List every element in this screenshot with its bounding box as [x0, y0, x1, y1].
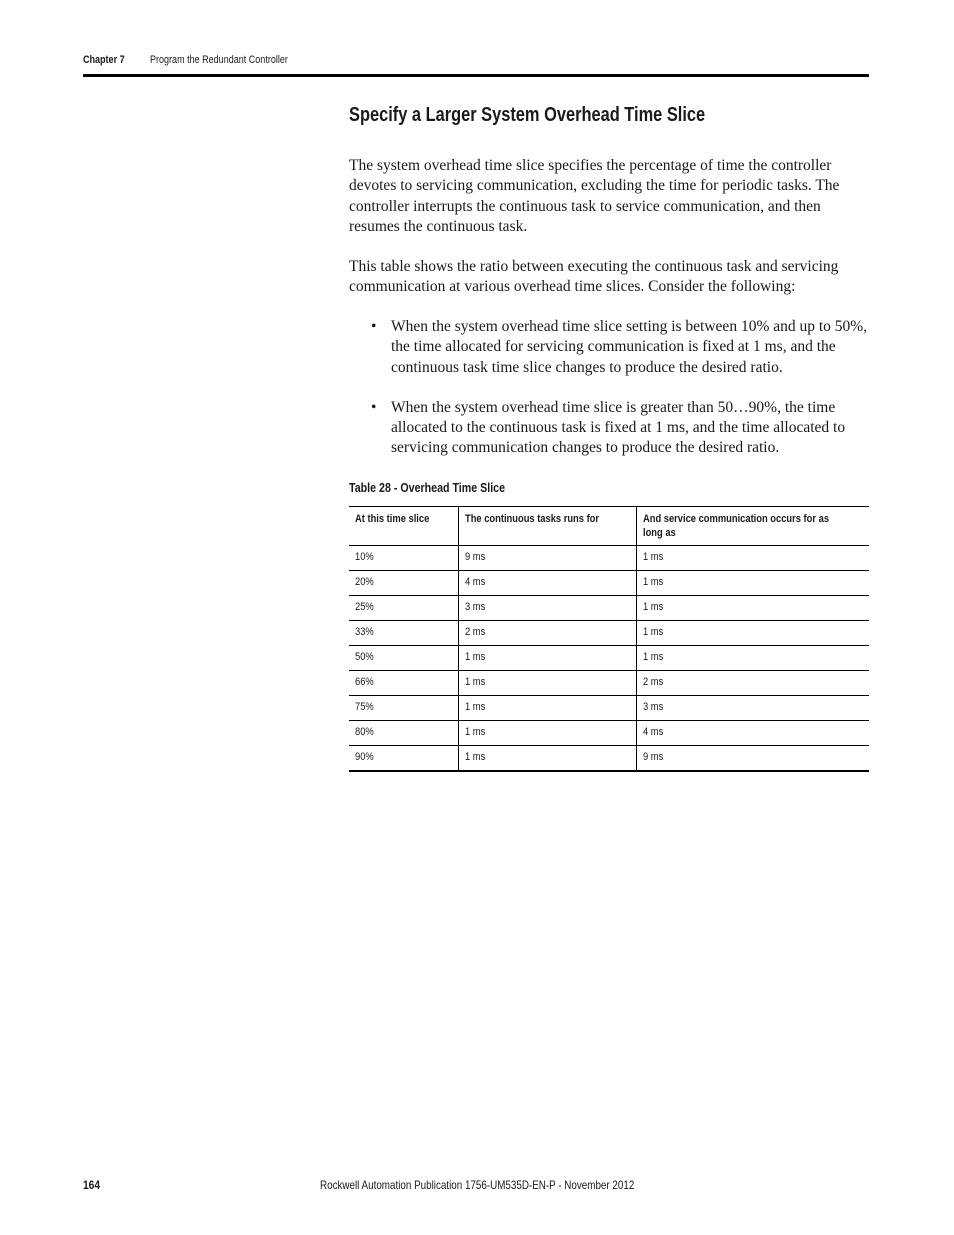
table-cell: 2 ms	[458, 621, 636, 646]
table-row	[349, 621, 869, 646]
table-cell: 10%	[355, 551, 374, 563]
table-cell: 1 ms	[637, 621, 870, 646]
table-cell: 33%	[355, 626, 374, 638]
table-row	[349, 671, 869, 696]
page-footer	[83, 1178, 869, 1194]
table-cell: 3 ms	[637, 696, 870, 721]
table-cell: 1 ms	[637, 546, 870, 571]
table-cell: 1 ms	[458, 671, 636, 696]
table-cell: 4 ms	[637, 721, 870, 746]
table-cell: 50%	[355, 651, 374, 663]
section-title: Specify a Larger System Overhead Time Slice	[349, 104, 706, 126]
bullet-icon: •	[371, 318, 377, 335]
column-header: At this time slice	[355, 513, 430, 525]
chapter-title: Program the Redundant Controller	[150, 54, 288, 66]
header-rule	[83, 74, 869, 77]
table-row	[349, 746, 869, 771]
table-cell: 1 ms	[458, 646, 636, 671]
paragraph-table-intro: This table shows the ratio between executing the continuous task and servicing communication at various overhead time slices. Consider the following:	[349, 258, 839, 296]
table-cell: 20%	[355, 576, 374, 588]
table-row	[349, 696, 869, 721]
table-cell: 4 ms	[458, 571, 636, 596]
list-item	[349, 317, 869, 378]
table-cell: 1 ms	[637, 596, 870, 621]
table-header-row	[349, 507, 869, 546]
table-row	[349, 596, 869, 621]
table-cell: 1 ms	[458, 696, 636, 721]
table-cell: 90%	[355, 751, 374, 763]
bullet-text: When the system overhead time slice is greater than 50…90%, the time allocated to the continuous task is fixed at 1 ms, and the time allocated to servicing communication changes to produce the desired ratio.	[391, 398, 846, 457]
table-cell: 1 ms	[637, 646, 870, 671]
table-row	[349, 571, 869, 596]
table-cell: 1 ms	[458, 746, 636, 771]
column-header: The continuous tasks runs for	[458, 507, 636, 546]
table-cell: 1 ms	[458, 721, 636, 746]
table-cell: 9 ms	[637, 746, 870, 771]
table-cell: 66%	[355, 676, 374, 688]
column-header: And service communication occurs for as long as	[637, 507, 870, 546]
table-cell: 75%	[355, 701, 374, 713]
table-cell: 25%	[355, 601, 374, 613]
main-content	[349, 104, 869, 763]
bullet-list	[349, 317, 869, 479]
table-row	[349, 721, 869, 746]
table-caption: Table 28 - Overhead Time Slice	[349, 480, 506, 495]
list-item	[349, 398, 869, 459]
paragraph-intro: The system overhead time slice specifies the percentage of time the controller devotes to servicing communication, excluding the time for periodic tasks. The controller interrupts the continuous task to service communication, and then resumes the continuous task.	[349, 157, 840, 235]
table-row	[349, 646, 869, 671]
table-row	[349, 546, 869, 571]
page-number: 164	[83, 1178, 101, 1192]
page-header	[83, 52, 869, 76]
chapter-label: Chapter 7	[83, 54, 125, 66]
publication-info: Rockwell Automation Publication 1756-UM535D-EN-P - November 2012	[320, 1178, 635, 1192]
bullet-icon: •	[371, 398, 377, 416]
overhead-time-slice-table	[349, 506, 869, 772]
table-cell: 2 ms	[637, 671, 870, 696]
table-cell: 9 ms	[458, 546, 636, 571]
bullet-text: When the system overhead time slice setting is between 10% and up to 50%, the time allocated for servicing communication is fixed at 1 ms, and the continuous task time slice changes to produce the desired ratio.	[391, 318, 868, 376]
table-cell: 1 ms	[637, 571, 870, 596]
table-cell: 80%	[355, 726, 374, 738]
table-cell: 3 ms	[458, 596, 636, 621]
